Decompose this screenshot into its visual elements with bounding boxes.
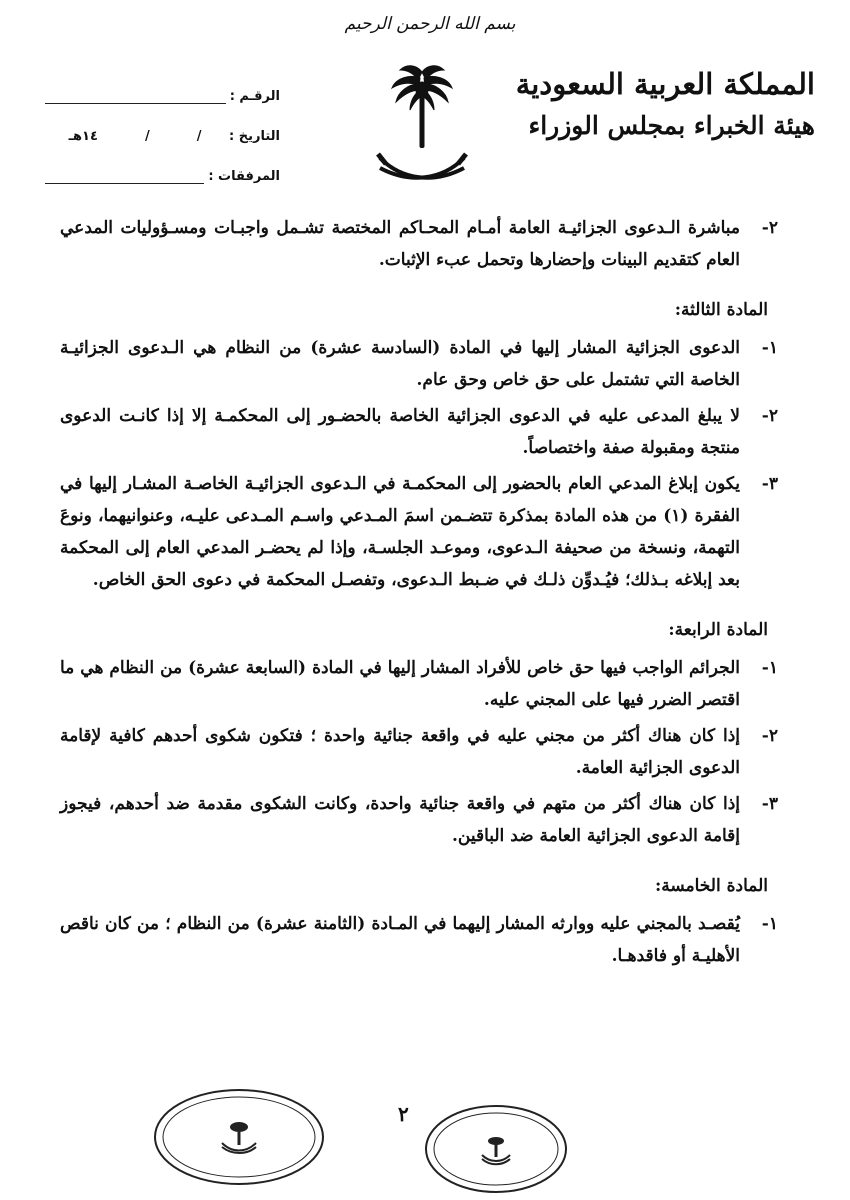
ref-attachments-blank xyxy=(45,170,204,184)
ref-number-line xyxy=(45,64,280,104)
ministry-line-2: هيئة الخبراء بمجلس الوزراء xyxy=(528,111,815,140)
ref-date-label: التاريخ : xyxy=(229,129,280,144)
item-number: ١- xyxy=(761,658,778,678)
ministry-heading xyxy=(515,62,815,146)
ref-attachments-line xyxy=(45,144,280,184)
basmala: بسم الله الرحمن الرحيم xyxy=(344,14,516,34)
item-text: يُقصـد بالمجني عليه ووارثه المشار إليهما في المـادة (الثامنة عشرة) من النظام ؛ من كان ناقص الأهليـة أو فاقدهـا. xyxy=(60,914,740,966)
item-number: ٣- xyxy=(761,794,778,814)
ref-date-sep-1: / xyxy=(196,129,202,144)
list-item xyxy=(60,720,778,784)
item-text: يكون إبلاغ المدعي العام بالحضور إلى المحكمـة في الـدعوى الجزائيـة الخاصـة المشـار إليها في الفقرة (١) من هذه المادة بمذكرة تتضـمن اسمَ المـدعي واسـم المـدعى عليـه، وعنوانيهما، ونوعَ التهمة، ونسخة من صحيفة الـدعوى، وموعـد الجلسـة، وإذا لم يحضـر المدعي العام إلى المحكمة بعد إبلاغه بـذلك؛ فيُـدوِّن ذلـك في ضـبط الـدعوى، وتفصـل المحكمة في دعوى الحق الخاص. xyxy=(60,474,740,590)
ref-date-line xyxy=(45,104,280,144)
list-item xyxy=(60,332,778,396)
item-text: إذا كان هناك أكثر من مجني عليه في واقعة جنائية واحدة ؛ فتكون شكوى أحدهم كافية لإقامة الدعوى الجزائية العامة. xyxy=(60,726,740,778)
item-number: ٢- xyxy=(761,406,778,426)
official-seal-icon xyxy=(424,1103,569,1195)
list-item xyxy=(60,908,778,972)
document-body xyxy=(60,212,778,976)
ref-date-sep-2: / xyxy=(144,129,150,144)
ref-number-label: الرقـم : xyxy=(229,89,280,104)
reference-block xyxy=(45,64,280,184)
item-text: لا يبلغ المدعى عليه في الدعوى الجزائية الخاصة بالحضـور إلى المحكمـة إلا إذا كانـت الدعوى منتجة ومقبولة صفة واختصاصاً. xyxy=(60,406,740,458)
official-seal-icon xyxy=(152,1087,327,1187)
article-5-heading: المادة الخامسة: xyxy=(654,876,768,896)
item-text: إذا كان هناك أكثر من متهم في واقعة جنائية واحدة، وكانت الشكوى مقدمة ضد أحدهم، فيجوز إقامة الدعوى الجزائية العامة ضد الباقين. xyxy=(60,794,740,846)
ref-date-suffix: ١٤هـ xyxy=(68,129,98,144)
saudi-emblem-icon xyxy=(372,60,472,188)
item-number: ٢- xyxy=(761,726,778,746)
list-item xyxy=(60,652,778,716)
list-item xyxy=(60,788,778,852)
item-number: ٢- xyxy=(761,218,778,238)
ref-date-field xyxy=(45,129,225,144)
ref-attachments-label: المرفقات : xyxy=(208,169,280,184)
ministry-line-1: المملكة العربية السعودية xyxy=(515,67,815,101)
article-4-heading: المادة الرابعة: xyxy=(668,620,768,640)
item-text: الجرائم الواجب فيها حق خاص للأفراد المشار إليها في المادة (السابعة عشرة) من النظام هي ما اقتصر الضرر فيها على المجني عليه. xyxy=(60,658,740,710)
ref-number-blank xyxy=(45,90,226,104)
item-number: ٣- xyxy=(761,474,778,494)
item-text: الدعوى الجزائية المشار إليها في المادة (السادسة عشرة) من النظام هي الـدعوى الجزائيـة الخاصة التي تشتمل على حق خاص وحق عام. xyxy=(60,338,740,390)
list-item xyxy=(60,212,778,276)
item-number: ١- xyxy=(761,914,778,934)
item-text: مباشرة الـدعوى الجزائيـة العامة أمـام المحـاكم المختصة تشـمل واجبـات ومسـؤوليات المدعي العام كتقديم البينات وإحضارها وتحمل عبء الإثبات. xyxy=(60,218,740,270)
list-item xyxy=(60,400,778,464)
list-item xyxy=(60,468,778,596)
page-number: ٢ xyxy=(398,1102,409,1126)
item-number: ١- xyxy=(761,338,778,358)
article-3-heading: المادة الثالثة: xyxy=(674,300,768,320)
